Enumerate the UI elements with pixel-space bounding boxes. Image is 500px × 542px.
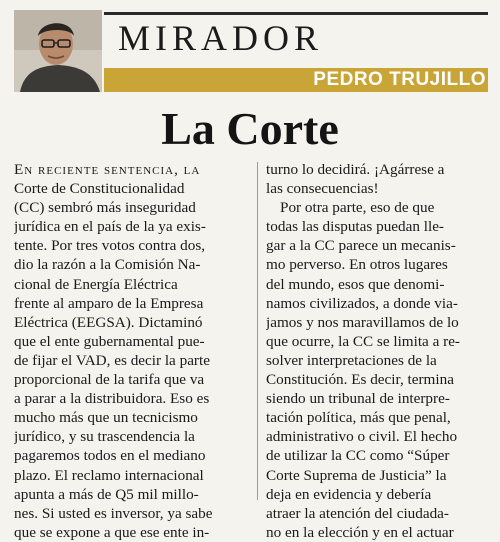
article-line: mucho más que un tecnicismo	[14, 409, 198, 427]
article-line: jurídica en el país de la ya exis-	[14, 218, 206, 236]
article-line: plazo. El reclamo internacional	[14, 466, 204, 484]
article-line: que ocurre, la CC se limita a re-	[266, 332, 460, 350]
article-line: de utilizar la CC como “Súper	[266, 447, 450, 465]
article-line: solver interpretaciones de la	[266, 351, 437, 369]
article-line: las consecuencias!	[266, 180, 379, 198]
article-line: frente al amparo de la Empresa	[14, 294, 204, 312]
column-title: MIRADOR	[118, 18, 324, 58]
article-line: jamos y nos maravillamos de lo	[266, 313, 459, 331]
column-divider	[257, 162, 258, 500]
article-line: siendo un tribunal de interpre-	[266, 390, 450, 408]
article-line: todas las disputas puedan lle-	[266, 218, 444, 236]
article-line: que el ente gubernamental pue-	[14, 332, 205, 350]
article-line: nes. Si usted es inversor, ya sabe	[14, 504, 213, 522]
article-line: tación política, más que penal,	[266, 409, 451, 427]
article-line: administrativo o civil. El hecho	[266, 428, 458, 446]
article-line: no en la elección y en el actuar	[266, 523, 454, 541]
article-column-right	[266, 160, 488, 542]
article-line: proporcional de la tarifa que va	[14, 371, 205, 389]
article-line: dio la razón a la Comisión Na-	[14, 256, 201, 274]
article-line: deja en evidencia y debería	[266, 485, 432, 503]
article-line: Corte Suprema de Justicia” la	[266, 466, 447, 484]
article-line: Por otra parte, eso de que	[280, 199, 435, 217]
author-portrait-image	[14, 10, 102, 92]
article-line: Constitución. Es decir, termina	[266, 371, 454, 389]
article-line: tente. Por tres votos contra dos,	[14, 237, 206, 255]
author-photo	[14, 10, 102, 92]
article-line: cional de Energía Eléctrica	[14, 275, 178, 293]
article-line: Eléctrica (EEGSA). Dictaminó	[14, 313, 203, 331]
article-line: jurídico, y su trascendencia la	[14, 428, 195, 446]
author-name: PEDRO TRUJILLO	[313, 69, 486, 90]
article-line: Corte de Constitucionalidad	[14, 180, 185, 198]
article-line: a parar a la distribuidora. Eso es	[14, 390, 210, 408]
article-line: gar a la CC parece un mecanis-	[266, 237, 456, 255]
article-line: pagaremos todos en el mediano	[14, 447, 206, 465]
header-top-rule	[104, 12, 488, 15]
article-line: mo perverso. En otros lugares	[266, 256, 448, 274]
article-column-left	[14, 160, 248, 542]
article-line: del mundo, esos que denomi-	[266, 275, 445, 293]
lead-in: En reciente sentencia, la	[14, 161, 201, 178]
article-line	[14, 160, 248, 179]
article-line: que se expone a que ese ente in-	[14, 523, 210, 541]
article-headline: La Corte	[161, 103, 339, 154]
article-line: apunta a más de Q5 mil millo-	[14, 485, 199, 503]
article-line: turno lo decidirá. ¡Agárrese a	[266, 161, 445, 178]
article-line: de fijar el VAD, es decir la parte	[14, 351, 210, 369]
article-line: namos civilizados, a donde via-	[266, 294, 458, 312]
article-line: atraer la atención del ciudada-	[266, 504, 449, 522]
article-line: (CC) sembró más inseguridad	[14, 199, 196, 217]
